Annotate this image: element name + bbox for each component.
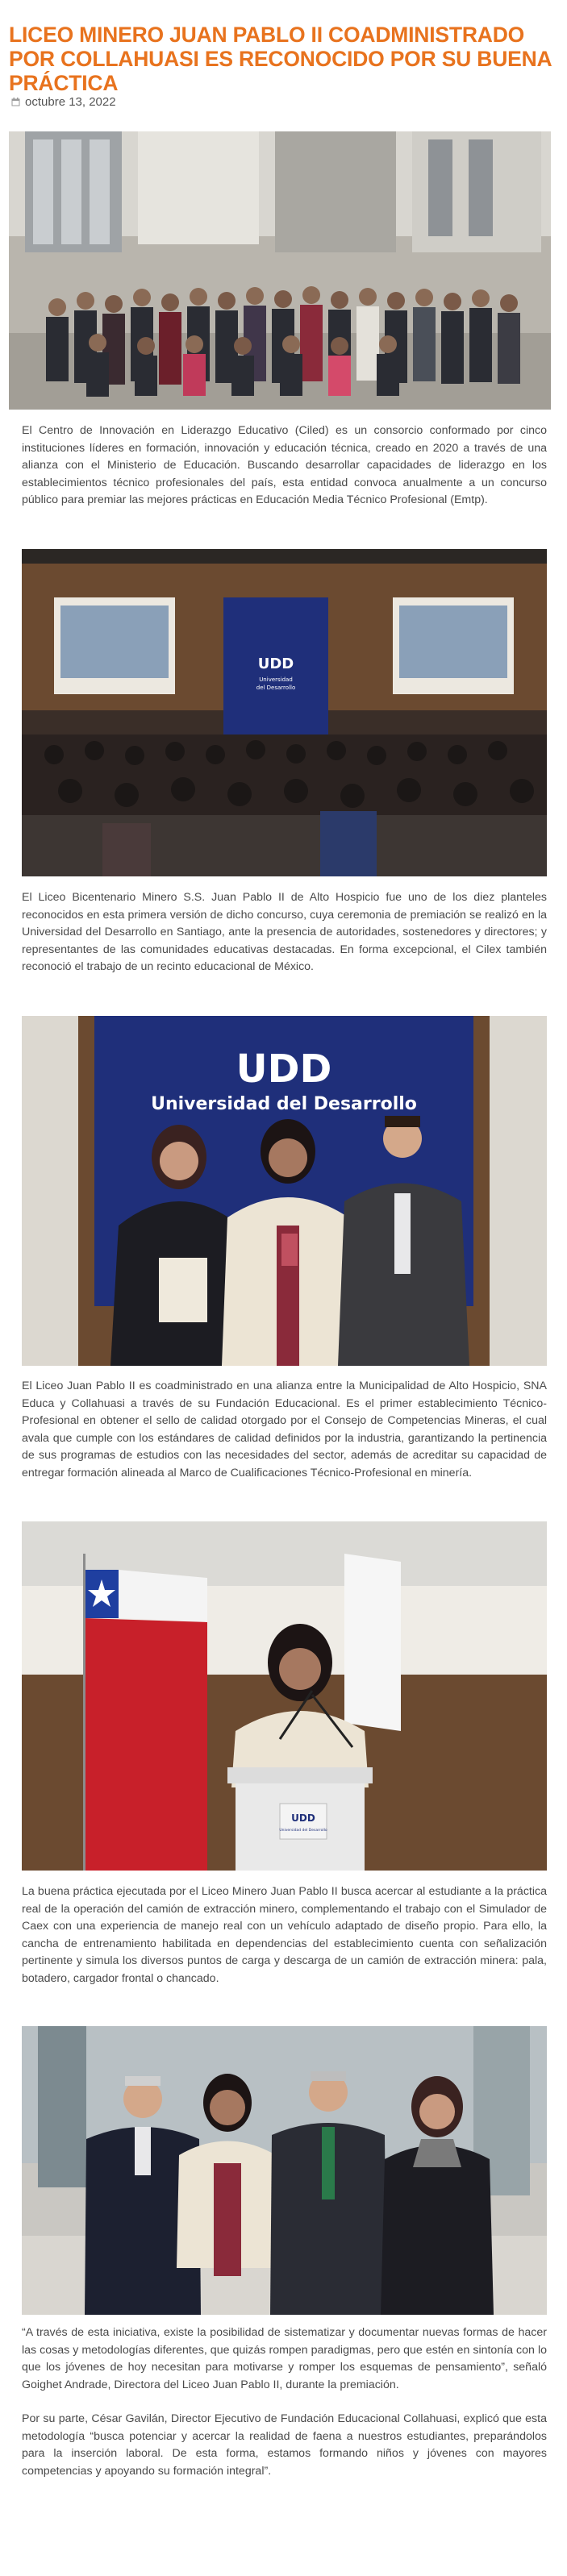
stage-sign-2: del Desarrollo [256,685,296,691]
paragraph-4: La buena práctica ejecutada por el Liceo Minero Juan Pablo II busca acercar al estudiante a la práctica real de la operación del camión de extracción minero, complementando el trabajo con el Simulador de Caex con una experiencia de manejo real con un vehículo adaptado de diseño propio. Para ello, la cancha de entrenamiento habilitada en dependencias del establecimiento cuenta con señalización pertinente y simula los diversos puntos de carga y descarga de un camión de extracción minera: pala, botadero, cargador frontal o chancado. [22,1885,547,1985]
stage-sign: Universidad [259,676,293,683]
stage-logo: UDD [257,655,294,672]
podium-logo: UDD [291,1812,315,1824]
post-date-text: octubre 13, 2022 [25,95,116,109]
award-photo [22,1016,547,1366]
speaker-photo [22,1521,547,1871]
podium-text: Universidad del Desarrollo [279,1829,327,1833]
paragraph-3: El Liceo Juan Pablo II es coadministrado en una alianza entre la Municipalidad de Alto Hospicio, SNA Educa y Collahuasi a través de su Fundación Educacional. Es el primer establecimiento Técnico-Profesional en obtener el sello de calidad otorgado por el Consejo de Competencias Mineras, el cual avala que cumple con los estándares de calidad definidos por la industria, garantizando la pertinencia de sus programas de estudios con las necesidades del sector, además de acreditar su capacidad de entregar formación alineada al Marco de Cualificaciones Técnico-Profesional en minería. [22,1380,547,1479]
calendar-icon [11,98,20,106]
post-date [11,95,116,109]
officials-photo [22,2026,547,2315]
auditorium-photo [22,549,547,876]
banner-text: Universidad del Desarrollo [151,1094,417,1114]
paragraph-1: El Centro de Innovación en Liderazgo Educativo (Ciled) es un consorcio conformado por cinco instituciones líderes en formación, innovación y educación técnica, creado en 2020 a través de una alianza con el Ministerio de Educación. Buscando desarrollar capacidades de liderazgo en los establecimientos técnico profesionales del país, esta entidad convoca anualmente a un concurso público para premiar las mejores prácticas en Educación Media Técnico Profesional (Emtp). [22,424,547,506]
paragraph-6: Por su parte, César Gavilán, Director Ejecutivo de Fundación Educacional Collahuasi, explicó que esta metodología “busca potenciar y acercar la realidad de faena a nuestros estudiantes, preparándolos para la inserción laboral. De esta forma, estamos formando niños y jóvenes con mayores competencias y apoyando su formación integral”. [22,2412,547,2478]
article-title: LICEO MINERO JUAN PABLO II COADMINISTRADO POR COLLAHUASI ES RECONOCIDO POR SU BUENA PRÁCTICA [9,23,552,95]
paragraph-2: El Liceo Bicentenario Minero S.S. Juan Pablo II de Alto Hospicio fue uno de los diez planteles reconocidos en esta primera versión de dicho concurso, cuya ceremonia de premiación se realizó en la Universidad del Desarrollo en Santiago, ante la presencia de autoridades, sostenedores y directores; y representantes de las comunidades educativas destacadas. En forma excepcional, el Cilex también reconoció el trabajo de un recinto educacional de México. [22,891,547,973]
banner-logo: UDD [236,1047,332,1092]
group-photo [9,131,551,410]
paragraph-5: “A través de esta iniciativa, existe la posibilidad de sistematizar y documentar nuevas formas de hacer las cosas y metodologías diferentes, que quizás rompen paradigmas, pero que estén en sintonía con lo que los jóvenes de hoy necesitan para motivarse y romper los esquemas de pensamiento”, señaló Goighet Andrade, Directora del Liceo Juan Pablo II, durante la premiación. [22,2326,547,2391]
